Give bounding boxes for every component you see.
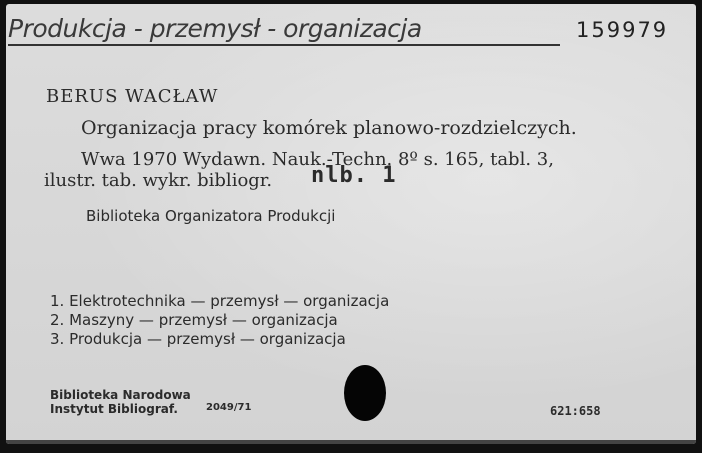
card-number: 159979	[576, 18, 669, 42]
subject-list	[50, 292, 389, 349]
heading-underline	[8, 44, 560, 46]
imprint-line-1: Wwa 1970 Wydawn. Nauk.-Techn. 8º s. 165, tabl. 3,	[81, 149, 554, 170]
shelfmark: 621:658	[550, 404, 601, 418]
institute-name: Instytut Bibliograf.	[50, 402, 178, 416]
catalog-card	[6, 4, 696, 444]
subject-item: 2. Maszyny — przemysł — organizacja	[50, 311, 338, 329]
card-edge	[6, 440, 696, 444]
library-imprint	[50, 388, 191, 416]
author-name: BERUS WACŁAW	[46, 86, 219, 107]
series-title: Biblioteka Organizatora Produkcji	[86, 207, 336, 225]
subject-item: 1. Elektrotechnika — przemysł — organizacja	[50, 292, 390, 310]
punch-hole	[344, 365, 386, 421]
book-title: Organizacja pracy komórek planowo-rozdzielczych.	[81, 117, 577, 139]
subject-item: 3. Produkcja — przemysł — organizacja	[50, 330, 346, 348]
subject-heading: Produkcja - przemysł - organizacja	[8, 14, 422, 43]
reference-number: 2049/71	[206, 402, 252, 413]
stamp-code: nlb. 1	[311, 163, 397, 188]
library-name: Biblioteka Narodowa	[50, 388, 191, 402]
imprint-line-2: ilustr. tab. wykr. bibliogr.	[44, 170, 273, 191]
